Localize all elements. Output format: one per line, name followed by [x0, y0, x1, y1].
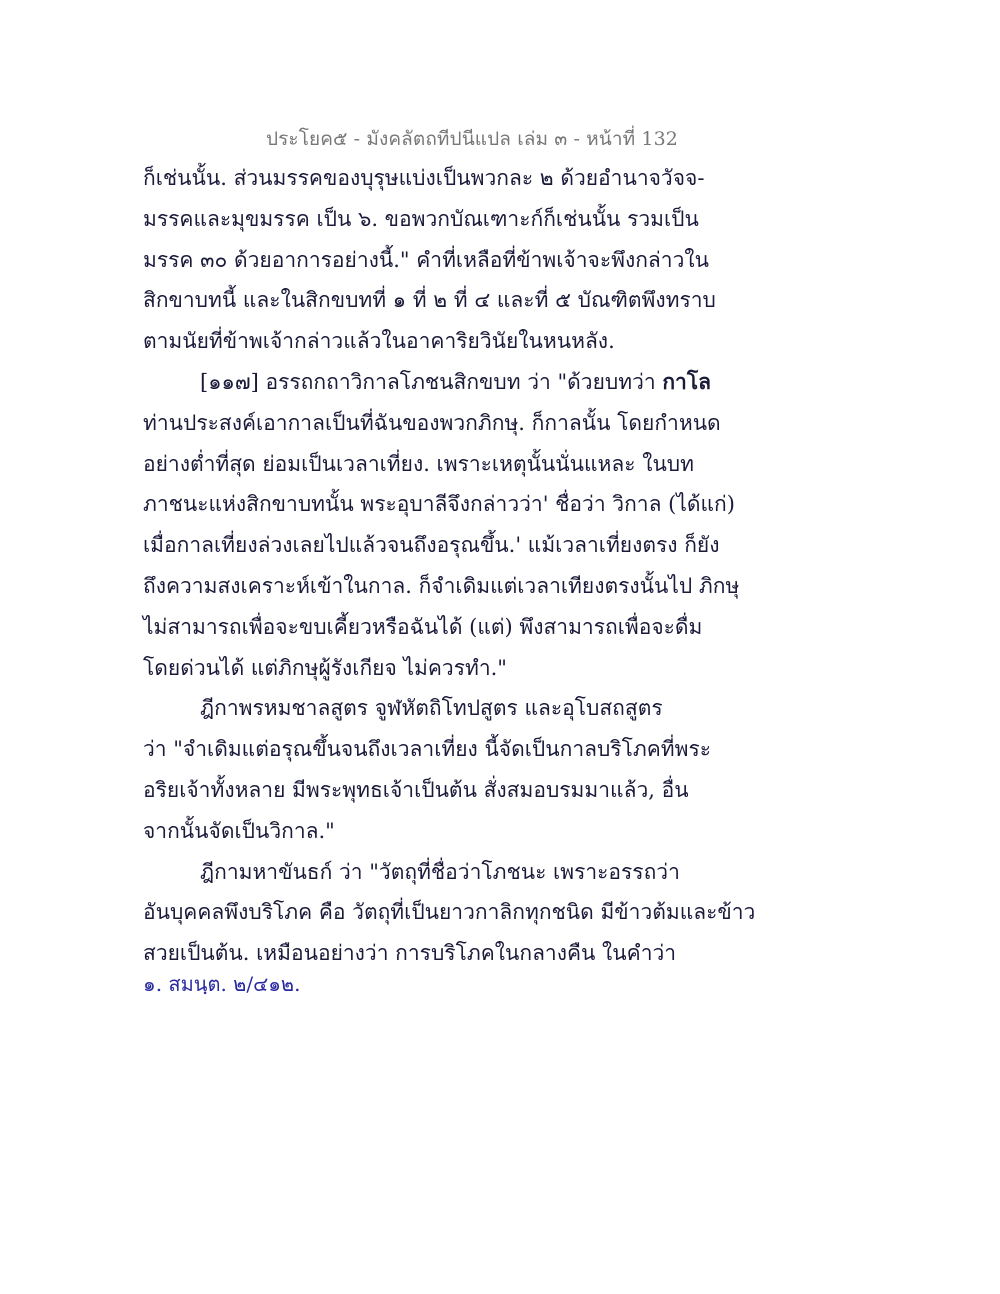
- text-line: สิกขาบทนี้ และในสิกขบทที่ ๑ ที่ ๒ ที่ ๔ และที่ ๕ บัณฑิตพึงทราบ: [143, 288, 716, 313]
- footnote: ๑. สมนฺต. ๒/๔๑๒.: [143, 972, 301, 996]
- body-text: [143, 158, 756, 974]
- text-line: ตามนัยที่ข้าพเจ้ากล่าวแล้วในอาคาริยวินัยในหนหลัง.: [143, 329, 615, 354]
- text-span: [๑๑๗] อรรถกถาวิกาลโภชนสิกขบท ว่า "ด้วยบทว่า: [200, 369, 663, 394]
- text-line: มรรคและมุขมรรค เป็น ๖. ขอพวกบัณเฑาะก์ก็เช่นนั้น รวมเป็น: [143, 206, 699, 231]
- text-line: อย่างต่ำที่สุด ย่อมเป็นเวลาเที่ยง. เพราะเหตุนั้นนั่นแหละ ในบท: [143, 451, 694, 476]
- text-line: ไม่สามารถเพื่อจะขบเคี้ยวหรือฉันได้ (แต่) พึงสามารถเพื่อจะดื่ม: [143, 614, 703, 639]
- text-line: ฎีกามหาขันธก์ ว่า "วัตถุที่ชื่อว่าโภชนะ เพราะอรรถว่า: [200, 859, 680, 884]
- text-line: ถึงความสงเคราะห์เข้าในกาล. ก็จำเดิมแต่เวลาเทียงตรงนั้นไป ภิกษุ: [143, 573, 740, 598]
- text-line: จากนั้นจัดเป็นวิกาล.": [143, 818, 335, 843]
- bold-term: กาโล: [662, 368, 711, 394]
- text-line: โดยด่วนได้ แต่ภิกษุผู้รังเกียจ ไม่ควรทำ.": [143, 655, 507, 680]
- text-line: มรรค ๓๐ ด้วยอาการอย่างนี้." คำที่เหลือที่ข้าพเจ้าจะพึงกล่าวใน: [143, 247, 709, 272]
- text-line: เมื่อกาลเที่ยงล่วงเลยไปแล้วจนถึงอรุณขึ้น.' แม้เวลาเที่ยงตรง ก็ยัง: [143, 533, 720, 558]
- text-line: อริยเจ้าทั้งหลาย มีพระพุทธเจ้าเป็นต้น สั่งสมอบรมมาแล้ว, อื่น: [143, 777, 689, 802]
- paragraph-start-117: [143, 362, 713, 403]
- text-line: ท่านประสงค์เอากาลเป็นที่ฉันของพวกภิกษุ. ก็กาลนั้น โดยกำหนด: [143, 410, 721, 435]
- text-line: อันบุคคลพึงบริโภค คือ วัตถุที่เป็นยาวกาลิกทุกชนิด มีข้าวต้มและข้าว: [143, 900, 756, 925]
- page-header: ประโยค๕ - มังคลัตถทีปนีแปล เล่ม ๓ - หน้าที่ 132: [265, 128, 678, 150]
- text-line: ว่า "จำเดิมแต่อรุณขึ้นจนถึงเวลาเที่ยง นี้จัดเป็นกาลบริโภคที่พระ: [143, 737, 712, 762]
- text-line: สวยเป็นต้น. เหมือนอย่างว่า การบริโภคในกลางคืน ในคำว่า: [143, 941, 677, 966]
- text-line: ฎีกาพรหมชาลสูตร จูฬหัตถิโทปสูตร และอุโบสถสูตร: [200, 696, 663, 721]
- text-line: ก็เช่นนั้น. ส่วนมรรคของบุรุษแบ่งเป็นพวกละ ๒ ด้วยอำนาจวัจจ-: [143, 166, 705, 190]
- text-line: ภาชนะแห่งสิกขาบทนั้น พระอุบาลีจึงกล่าวว่า' ชื่อว่า วิกาล (ได้แก่): [143, 492, 735, 517]
